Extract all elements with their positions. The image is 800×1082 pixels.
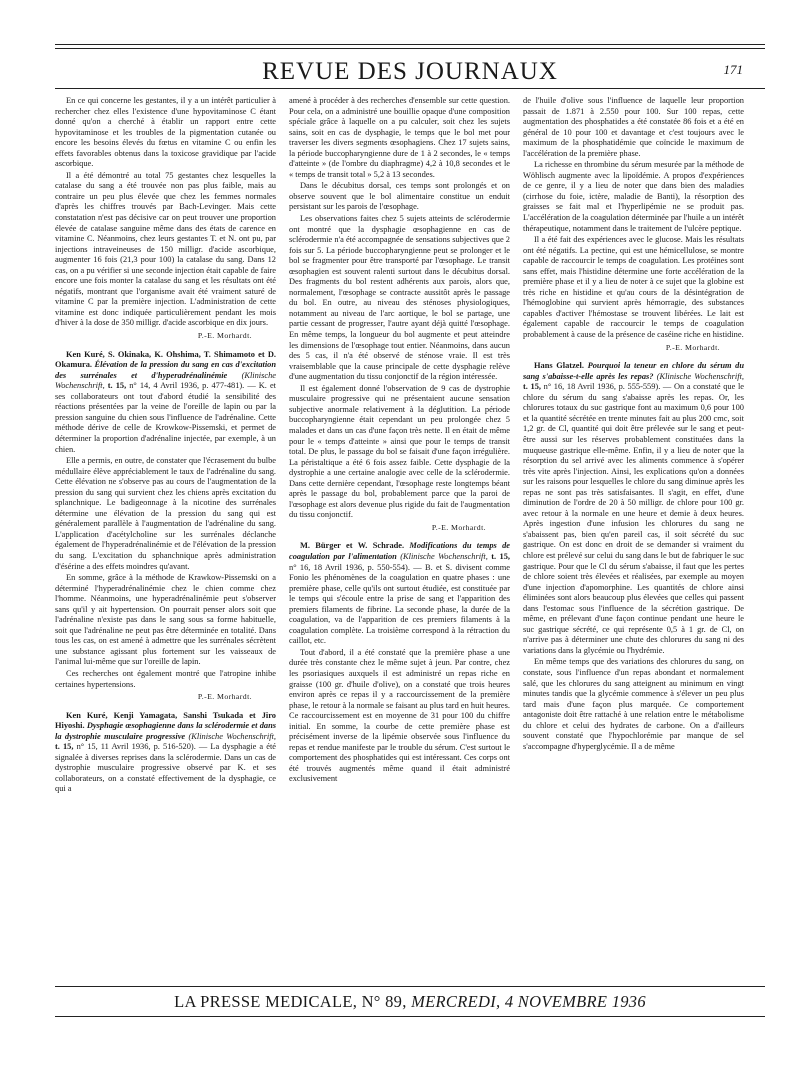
paragraph: Dans le décubitus dorsal, ces temps sont prolongés et on observe souvent que le bol alimentaire constitue un enduit persistant sur les parois de l'œsophage. — [289, 181, 510, 212]
footer — [55, 992, 765, 1014]
column-1 — [55, 96, 276, 991]
paragraph: En ce qui concerne les gestantes, il y a un intérêt particulier à rechercher chez elles l'existence d'une hypovitaminose C étant donné qu'on a cherché à établir un rapport entre cette hypovitaminose et les troubles de la pigmentation cutanée ou encore les besoins élevés du fœtus en vitamine C ou enfin les effets favorables obtenus dans la toxicose gravidique par l'acide ascorbique. — [55, 96, 276, 169]
paragraph: Tout d'abord, il a été constaté que la première phase a une durée très constante chez le même sujet à jeun. Par contre, chez les psoriasiques auxquels il est administré un repas riche en graisse (100 gr. d'huile d'olive), on a constaté que trois heures environ après ce repas il y a raccourcissement de la première phase, le retour à la normale se faisant au plus tard en huit heures. Ce raccourcissement est en moyenne de 31 pour 100 du chiffre initial. En somme, la courbe de cette première phase est précisément inverse de la lipémie observée sous l'influence du repas et rendue manifeste par le trouble du sérum. C'est surtout le comportement des phosphatides qui est intéressant. Ces corps ont été trouvés augmentés même quand il était administré exclusivement — [289, 647, 510, 784]
footer-journal: LA PRESSE MEDICALE, N° 89, — [174, 992, 407, 1011]
paragraph: amené à procéder à des recherches d'ensemble sur cette question. Pour cela, on a administré une bouillie opaque d'une composition spéciale grâce à laquelle on a pu calculer, soit chez les sujets sains, soit en cas de dysphagie, le temps que le bol met pour traverser les divers segments œsophagiens. Chez 17 sujets sains, la période buccopharyngienne dure de 1 à 2 secondes, le « temps d'atteinte » (de l'ombre du diaphragme) 4,2 à 10,8 secondes et le « temps de transit total » 5,2 à 13 secondes. — [289, 96, 510, 179]
paragraph: En même temps que des variations des chlorures du sang, on constate, sous l'influence d'un repas abondant et normalement salé, que les chlorures du sang atteignent au minimum en vingt minutes tandis que la glycémie commence à s'élever un peu plus tard mais d'une façon plus marquée. Ce comportement antagoniste doit être rattaché à une relation entre le métabolisme du chlore et celui des hydrates de carbone. On a d'ailleurs souvent constaté que l'hypochlorémie par manque de sel s'accompagne d'hyperglycémie. Il a de même — [523, 657, 744, 751]
article-authors: Ken Kuré, Kenji Yamagata, Sanshi Tsukada et Jiro Hiyoshi. — [55, 710, 276, 731]
article-reference-text: n° 15, 11 Avril 1936, p. 516-520). — La dysphagie a été signalée à diverses reprises dans la sclérodermie. Dans un cas de dystrophie musculaire progressive observé par K. et ses collaborateurs, on a constaté effectivement de la dysphagie, ce qui a — [55, 742, 276, 794]
paragraph: Les observations faites chez 5 sujets atteints de sclérodermie ont montré que la dysphagie œsophagienne en cas de sclérodermie n'a été accompagnée de sensations subjectives que 2 fois sur 5. La période buccopharyngienne peut se prolonger et le bol se fragmenter pour être transporté par l'œsophage. Le transit œsophagien est souvent ralenti surtout dans le décubitus dorsal. Des fragments du bol restent adhérents aux parois, alors que, normalement, l'œsophage se contracte aussitôt après le passage du bol. En outre, au niveau des sténoses physiologiques, notamment au niveau de l'arc aortique, le bol se partage, une partie cessant de progresser, l'autre ayant déjà quitté l'œsophage. En même temps, la longueur du bol augmente et peut atteindre les dimensions de l'œsophage tout entier. Néanmoins, dans aucun des 5 cas, il n'a été observé de sténose vraie. Il est très vraisemblable que la cause principale de cette dysphagie relève d'une augmentation du tissu conjonctif de la région intéressée. — [289, 214, 510, 382]
volume: t. 15, — [107, 381, 127, 391]
paragraph: Il est également donné l'observation de 9 cas de dystrophie musculaire progressive qui ne présentaient aucune sensation subjective anormale relativement à la déglutition. La période buccopharyngienne était cependant un peu prolongée chez 5 malades et dans un cas d'une façon très nette. Il en était de même pour le « temps d'atteinte » ainsi que pour le temps de transit total. De plus, le passage du bol se faisait d'une façon irrégulière. La péristaltique a été 6 fois assez faible. Cette dysphagie de la dystrophie a une certaine analogie avec celle de la sclérodermie. Dans cette dernière cependant, l'œsophage reste longtemps béant après le passage du bol, probablement parce que la paroi de l'œsophage est alors devenue plus rigide du fait de l'augmentation du tissu conjonctif. — [289, 383, 510, 520]
article-reference-text: n° 16, 18 Avril 1936, p. 550-554). — B. et S. divisent comme Fonio les phénomènes de la coagulation en quatre phases : une première phase, celle qu'ils ont surtout étudiée, est constituée par le temps qui s'écoule entre la prise de sang et l'apparition des premiers filaments de fibrine. La seconde phase, la durée de la coagulation, va de l'apparition de ces premiers filaments à la coagulation complète. La troisième correspond à la rétraction du caillot, etc. — [289, 562, 510, 646]
paragraph: Il a été démontré au total 75 gestantes chez lesquelles la catalase du sang a été trouvée non pas plus faible, mais au contraire un peu plus élevée que chez les femmes normales d'après les chiffres trouvés par Bach-Levinger. Mais cette constatation n'est pas décisive car on peut trouver une proportion élevée de catalase sanguine même dans des états de carence en vitamine C. Néanmoins, chez leurs gestantes T. et N. ont pu, par injections intraveineuses de 150 milligr. d'acide ascorbique, augmenter 16 fois (21,3 pour 100) la catalase du sang. Dans 12 cas, on a pu vérifier si une seconde injection était capable de faire encore une fois monter la catalase du sang et les résultats ont été négatifs, montrant que l'organisme avait été vraiment saturé de vitamine C par la première injection. L'administration de cette vitamine est donc indiquée particulièrement pendant les mois d'hiver à la dose de 350 milligr. d'acide ascorbique en dix jours. — [55, 170, 276, 328]
header-rule-bottom — [55, 88, 765, 89]
article-authors: Hans Glatzel. — [534, 361, 584, 371]
paragraph: Ces recherches ont également montré que l'atropine inhibe certaines hypertensions. — [55, 668, 276, 689]
footer-date: MERCREDI, 4 NOVEMBRE 1936 — [411, 992, 646, 1011]
article-entry — [523, 361, 744, 656]
article-title: Modifications du temps de coagulation par l'alimentation — [289, 541, 510, 561]
article-authors: Ken Kuré, S. Okinaka, K. Ohshima, T. Shimamoto et D. Okamura. — [55, 349, 276, 370]
header-rule-top — [55, 44, 765, 45]
page-number: 171 — [723, 62, 743, 77]
volume: t. 15, — [55, 742, 74, 752]
journal-name: (Klinische Wochenschrift, — [55, 370, 276, 391]
signature: P.-E. Morhardt. — [197, 331, 252, 341]
article-reference-text: n° 16, 18 Avril 1936, p. 555-559). — On a constaté que le chlore du sérum du sang s'abaisse après les repas. Or, les chlorures totaux du suc gastrique font au maximum 0,6 pour 100 et la quantité sécrétée en trente minutes fait au plus 200 cmc, soit 1,2 gr. de Cl, quantité qui doit être prélevée sur le sang et peut-être aussi sur les réserves probablement constituées dans la muqueuse gastrique elle-même. Enfin, il y a lieu de noter que la résorption du sel arrivé avec les aliments commence à s'opérer très vite après l'injection. Ainsi, les explications qu'on a données sur les raisons pour lesquelles le chlore du sang diminue après les repas ne sont pas très satisfaisantes. Il s'agit, en effet, d'une diminution de l'ordre de 20 à 50 milligr. de chlore pour 100 gr. avec retour à la normale en une heure et demie à deux heures. Après ingestion d'une infusion les chlorures du sang ne s'abaissent pas, bien qu'en pareil cas, il soit sécrété du suc gastrique. On est donc en droit de se demander si vraiment du chlore est prélevé sur celui du sang dans le but de fabriquer le suc gastrique. Pour que le Cl du sérum s'abaisse, il faut que les pertes de chlore soient très élevées et réalisées, par exemple au moyen d'une injection d'apomorphine. Les quantités de chlore ainsi éliminées sont alors beaucoup plus élevées que celles qui passent dans l'estomac sous l'influence de la sécrétion gastrique. De même, en prélevant d'une façon continue pendant une heure le suc gastrique sécrété, ce qui représente 0,5 à 1 gr. de Cl, on n'arrive pas à déterminer une chute des chlorures du sang ni des variations dans la glycémie ou l'hydrémie. — [523, 382, 744, 655]
article-title: Pourquoi la teneur en chlore du sérum du sang s'abaisse-t-elle après les repas? — [523, 361, 744, 381]
masthead — [55, 58, 765, 86]
article-entry — [289, 541, 510, 646]
paragraph: Elle a permis, en outre, de constater que l'écrasement du bulbe médullaire élève appréciablement le taux de l'adrénaline du sang. Cette élévation ne s'observe pas au cours de l'augmentation de la pression du sang qui survient chez les chiens après excitation du splanchnique. Le badigeonnage à la nicotine des surrénales détermine une élévation de la pression du sang qui est généralement parallèle à l'augmentation de l'adrénaline du sang. L'application d'acétylcholine sur les surrénales déclanche également de l'hyperadrénalinémie et de l'élévation de la pression du sang. L'excitation du sphanchnique après administration d'ésérine a des effets moindres qu'avant. — [55, 456, 276, 571]
column-3 — [523, 96, 744, 991]
journal-name: (Klinische Wochenschrift, — [656, 371, 744, 381]
journal-name: (Klinische Wochenschrift, — [400, 551, 488, 561]
signature: P.-E. Morhardt. — [665, 342, 720, 352]
paragraph: Il a été fait des expériences avec le glucose. Mais les résultats ont été négatifs. La pectine, qui est une hémicellulose, se montre capable de raccourcir le temps de coagulation. Les protéines sont sans effet, mais l'histidine détermine une forte accélération de la première phase et il y a lieu de noter à ce sujet que la globine est très riche en histidine et qu'au cours de la désintégration de l'hémoglobine qui survient après hémorragie, des substances capables d'activer l'hémostase se trouvent libérées. Le lait est également capable de raccourcir le temps de coagulation probablement à cause de la présence de caséine riche en histidine. — [523, 235, 744, 340]
article-reference-text: n° 14, 4 Avril 1936, p. 477-481). — K. et ses collaborateurs ont tout d'abord étudié la sensibilité des réactions présentées par la veine de l'oreille de lapin ou par la pression sanguine du chien sous l'influence de l'adrénaline. Cette méthode dérive de celle de Krowkow-Pissemski, et permet de déterminer la proportion d'adrénaline injectée, par exemple, à un chien. — [55, 381, 276, 454]
article-authors: M. Bürger et W. Schrade. — [300, 541, 405, 551]
article-title: Élévation de la pression du sang en cas d'excitation des surrénales et d'hyperadrénalinémie — [55, 360, 276, 380]
header-rule-top-inner — [55, 48, 765, 49]
journal-name: (Klinische Wochenschrift, — [188, 731, 276, 741]
paragraph: La richesse en thrombine du sérum mesurée par la méthode de Wöhlisch augmente avec la lipoïdémie. A propos d'expériences de ce genre, il y a lieu de noter que dans bien des maladies (cirrhose du foie, ictère, maladie de Banti), la résorption des graisses se fait mal et l'hyperlipémie ne se produit pas. L'accélération de la coagulation déterminée par l'huile a un intérêt thérapeutique, notamment dans le traitement de l'ulcère peptique. — [523, 160, 744, 233]
article-entry — [55, 711, 276, 795]
footer-rule-bottom — [55, 1016, 765, 1017]
article-entry — [55, 350, 276, 455]
paragraph: de l'huile d'olive sous l'influence de laquelle leur proportion passait de 1.871 à 2.550 pour 100. Sur 100 repas, cette augmentation des phosphatides a été constatée 86 fois et a été en général de 10 pour 100 et davantage et c'est toujours avec le maximum de la phosphatidémie que coïncide le maximum de l'accélération de la première phase. — [523, 96, 744, 158]
signature: P.-E. Morhardt. — [431, 522, 486, 532]
footer-rule — [55, 986, 765, 987]
signature: P.-E. Morhardt. — [197, 692, 252, 702]
volume: t. 15, — [523, 382, 541, 392]
running-title: REVUE DES JOURNAUX — [262, 58, 558, 85]
paragraph: En somme, grâce à la méthode de Krawkow-Pissemski on a déterminé l'hyperadrénalinémie chez le chien comme chez l'homme. Néanmoins, une hyperadrénalinémie peut s'observer sans qu'il y ait hypertension. On pourrait penser alors soit que l'adrénaline n'existe pas dans le sang sous sa forme habituelle, soit que l'adrénaline ne peut pas être déterminée en totalité. Dans tous les cas, on est amené à admettre que les surrénales sécrètent une substance agissant plus fortement sur les vaisseaux de l'animal lui-même que sur l'oreille de lapin. — [55, 573, 276, 667]
column-2 — [289, 96, 510, 991]
article-title: Dysphagie œsophagienne dans la sclérodermie et dans la dystrophie musculaire progressive — [55, 721, 276, 741]
volume: t. 15, — [491, 551, 510, 561]
